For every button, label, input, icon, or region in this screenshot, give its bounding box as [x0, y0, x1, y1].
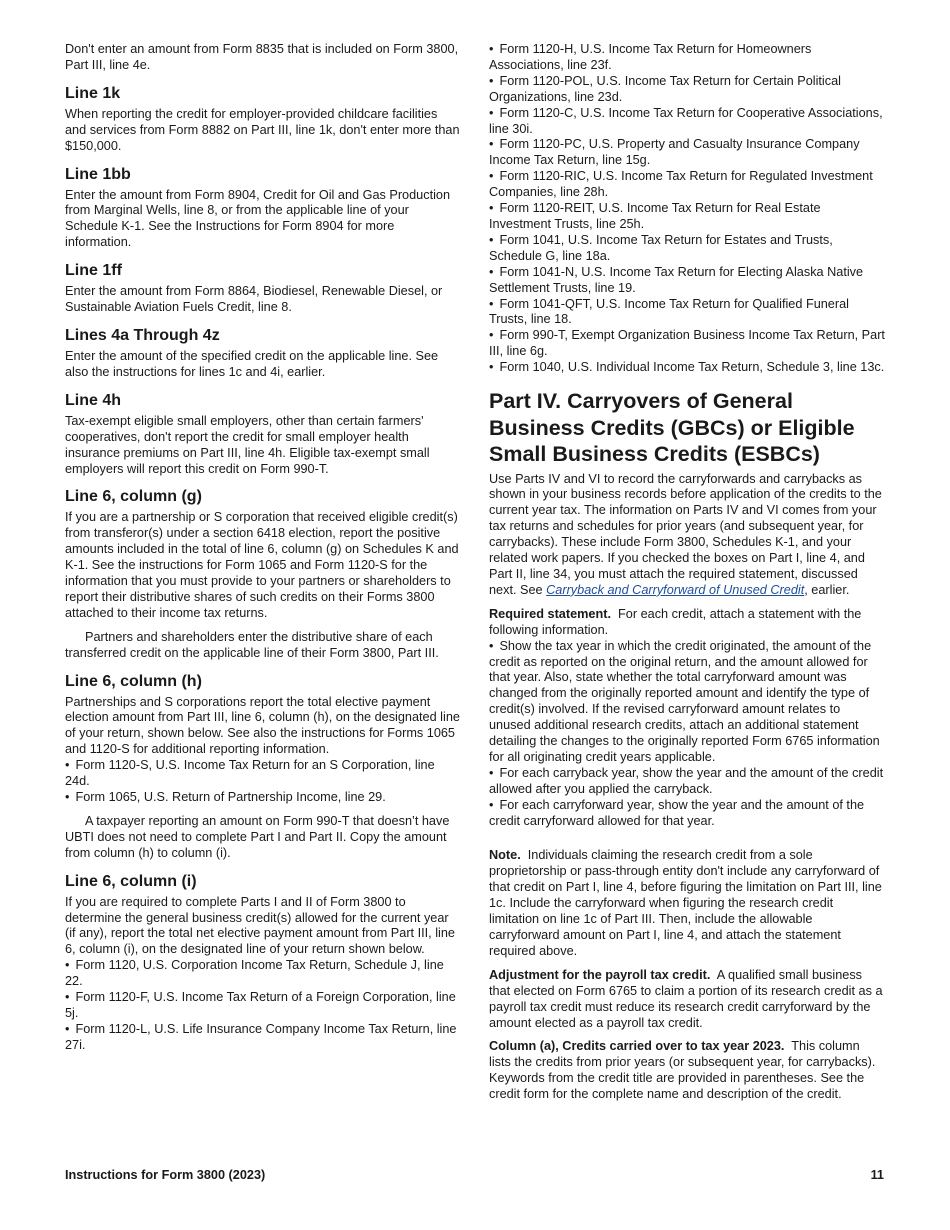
- lines-4a-4z-text: Enter the amount of the specified credit on the applicable line. See also the instructions for lines 1c and 4i, earlier.: [65, 348, 439, 379]
- list-item: • Form 1120-PC, U.S. Property and Casualty Insurance Company Income Tax Return, line 15g.: [489, 137, 885, 169]
- heading-line-6i: Line 6, column (i): [65, 872, 197, 890]
- line-1ff-text: Enter the amount from Form 8864, Biodiesel, Renewable Diesel, or Sustainable Aviation Fuels Credit, line 8.: [65, 284, 443, 315]
- list-item: • Form 990-T, Exempt Organization Business Income Tax Return, Part III, line 6g.: [489, 328, 885, 360]
- list-item: • Form 1041-QFT, U.S. Income Tax Return for Qualified Funeral Trusts, line 18.: [489, 297, 885, 329]
- list-item: • Form 1120-L, U.S. Life Insurance Company Income Tax Return, line 27i.: [65, 1022, 461, 1054]
- return-forms-bullets: [489, 42, 885, 376]
- list-item: • Form 1041, U.S. Income Tax Return for Estates and Trusts, Schedule G, line 18a.: [489, 233, 885, 265]
- list-item: • For each carryforward year, show the year and the amount of the credit carryforward allowed for that year.: [489, 798, 885, 830]
- list-item: • Form 1120, U.S. Corporation Income Tax Return, Schedule J, line 22.: [65, 958, 461, 990]
- footer-title: Instructions for Form 3800 (2023): [65, 1168, 266, 1182]
- line-6g-text-2: Partners and shareholders enter the distributive share of each transferred credit on the applicable line of their Form 3800, Part III.: [65, 629, 439, 660]
- heading-line-4h: Line 4h: [65, 391, 122, 409]
- column-a: [489, 1039, 885, 1103]
- column-a-lead: Column (a), Credits carried over to tax year 2023.: [489, 1039, 785, 1054]
- heading-part-iv: Part IV. Carryovers of General Business Credits (GBCs) or Eligible Small Business Credits (ESBCs): [489, 389, 855, 467]
- line-6g-text: If you are a partnership or S corporation that received eligible credit(s) from transferor(s) under a section 6418 election, report the positive amounts included in the total of line 6, column (g) on Schedules K and K-1. See the instructions for Form 1065 and Form 1120-S for the information that you must provide to your partners or shareholders to report their distributive shares of such credits on their Forms 3800 attached to their income tax returns.: [65, 510, 459, 620]
- payroll-adjustment-lead: Adjustment for the payroll tax credit.: [489, 967, 711, 982]
- list-item: • Form 1120-S, U.S. Income Tax Return for an S Corporation, line 24d.: [65, 758, 461, 790]
- heading-line-1bb: Line 1bb: [65, 165, 131, 183]
- line-6h-text-2: A taxpayer reporting an amount on Form 990-T that doesn’t have UBTI does not need to complete Part I and Part II. Copy the amount from column (h) to column (i).: [65, 813, 450, 860]
- left-column: [65, 42, 461, 1054]
- heading-line-6g: Line 6, column (g): [65, 488, 202, 506]
- payroll-adjustment: [489, 968, 885, 1032]
- list-item: • Form 1040, U.S. Individual Income Tax Return, Schedule 3, line 13c.: [489, 360, 885, 376]
- required-statement-bullets: [489, 639, 885, 830]
- note-lead: Note.: [489, 848, 521, 863]
- line-6i-text: If you are required to complete Parts I and II of Form 3800 to determine the general business credit(s) allowed for the current year (if any), report the total net elective payment amount from Part III, line 6, column (i), on the designated line of your return shown below.: [65, 894, 455, 957]
- list-item: • Form 1120-H, U.S. Income Tax Return for Homeowners Associations, line 23f.: [489, 42, 885, 74]
- column-a-text: This column lists the credits from prior years (or subsequent year, for carrybacks). Keywords from the credit title are provided in parentheses. See the credit form for the complete name and description of the credit.: [489, 1039, 876, 1102]
- heading-lines-4a-4z: Lines 4a Through 4z: [65, 326, 220, 344]
- carryback-carryforward-link[interactable]: Carryback and Carryforward of Unused Credit: [546, 582, 805, 597]
- required-statement-lead: Required statement.: [489, 606, 611, 621]
- list-item: • Form 1065, U.S. Return of Partnership Income, line 29.: [65, 790, 461, 806]
- list-item: • Form 1120-C, U.S. Income Tax Return for Cooperative Associations, line 30i.: [489, 106, 885, 138]
- list-item: • Form 1041-N, U.S. Income Tax Return for Electing Alaska Native Settlement Trusts, line 19.: [489, 265, 885, 297]
- list-item: • Show the tax year in which the credit originated, the amount of the credit as reported on the original return, and the amount allowed for that year. Also, state whether the total carryforward amount was changed from the originally reported amount and identify the type of credit(s) involved. If the revised carryforward amount relates to unused additional research credits, attach an additional statement detailing the changes to the originally reported Form 6765 information for all originating credit years applicable.: [489, 639, 885, 766]
- line-6h-text: Partnerships and S corporations report the total elective payment election amount from Part III, line 6, column (h), on the designated line of your return, shown below. See also the instructions for Forms 1065 and 1120-S for additional reporting information.: [65, 694, 460, 757]
- right-column: [489, 42, 885, 1103]
- part-iv-body: Use Parts IV and VI to record the carryforwards and carrybacks as shown in your business records before application of the credits to the current year tax. The information on Parts IV and VI comes from your tax returns and schedules for prior years (and subsequent year, for carrybacks). These include Form 3800, Schedules K-1, and your related work papers. If you checked the boxes on Part I, line 4, and Part II, line 34, you must attach the required statement, discussed next. See: [489, 471, 882, 597]
- line-1bb-text: Enter the amount from Form 8904, Credit for Oil and Gas Production from Marginal Wells, line 8, or from the applicable line of your Schedule K-1. See the Instructions for Form 8904 for more information.: [65, 187, 451, 250]
- line-4h-text: Tax-exempt eligible small employers, other than certain farmers' cooperatives, don't report the credit for small employer health insurance premiums on Part III, line 4h. Eligible tax-exempt small employers will report this credit on Form 990-T.: [65, 413, 430, 476]
- list-item: • Form 1120-POL, U.S. Income Tax Return for Certain Political Organizations, line 23d.: [489, 74, 885, 106]
- line-6i-bullets: [65, 958, 461, 1053]
- intro-text: Don't enter an amount from Form 8835 that is included on Form 3800, Part III, line 4e.: [65, 42, 459, 72]
- line-6h-bullets: [65, 758, 461, 806]
- note-text: Individuals claiming the research credit from a sole proprietorship or pass-through entity don't include any carryforward of that credit on Part I, line 4, before figuring the limitation on Part III, line 1c. Include the carryforward when figuring the research credit limitation on line 1c of Part III. Then, include the allowable carryforward amount on Part I, line 4, and attach the statement required above.: [489, 848, 882, 958]
- heading-line-1k: Line 1k: [65, 84, 121, 102]
- part-iv-text: [489, 472, 885, 599]
- list-item: • Form 1120-RIC, U.S. Income Tax Return for Regulated Investment Companies, line 28h.: [489, 169, 885, 201]
- heading-line-1ff: Line 1ff: [65, 262, 122, 280]
- list-item: • For each carryback year, show the year and the amount of the credit allowed after you applied the carryback.: [489, 766, 885, 798]
- line-1k-text: When reporting the credit for employer-provided childcare facilities and services from Form 8882 on Part III, line 1k, don't enter more than $150,000.: [65, 106, 460, 153]
- required-statement-text: For each credit, attach a statement with the following information.: [489, 606, 862, 637]
- payroll-adjustment-text: A qualified small business that elected on Form 6765 to claim a portion of its research credit as a payroll tax credit must reduce its research credit carryforward by the amount elected as a payroll tax credit.: [489, 967, 883, 1030]
- note: [489, 848, 885, 959]
- list-item: • Form 1120-REIT, U.S. Income Tax Return for Real Estate Investment Trusts, line 25h.: [489, 201, 885, 233]
- page-number: 11: [870, 1168, 884, 1182]
- required-statement: [489, 607, 885, 639]
- heading-line-6h: Line 6, column (h): [65, 672, 202, 690]
- list-item: • Form 1120-F, U.S. Income Tax Return of a Foreign Corporation, line 5j.: [65, 990, 461, 1022]
- part-iv-after-link: , earlier.: [804, 582, 850, 597]
